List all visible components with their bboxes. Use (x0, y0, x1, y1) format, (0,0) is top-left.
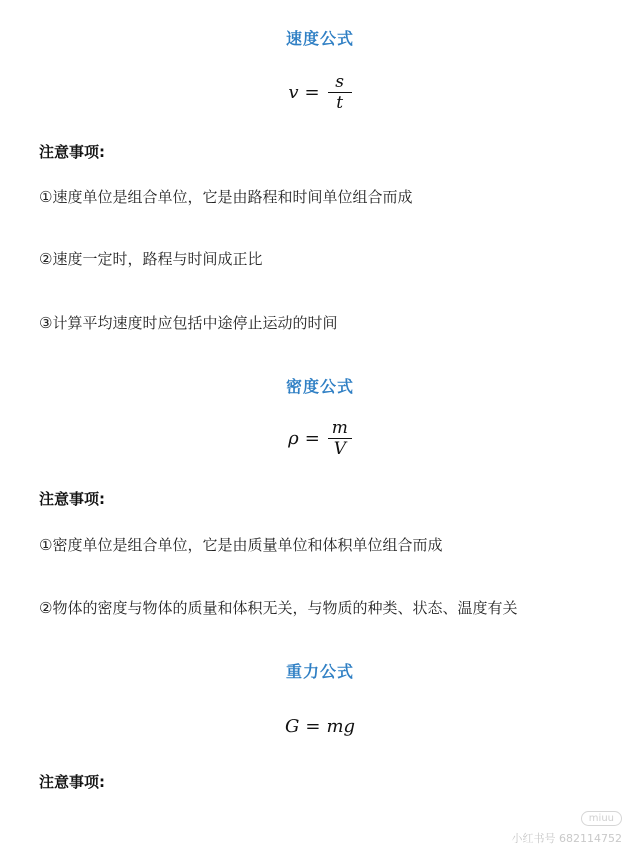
section-title-gravity: 重力公式 (285, 662, 354, 681)
notes-label-speed: 注意事项: (39, 143, 105, 161)
fraction (328, 72, 352, 113)
notes-label-gravity: 注意事项: (39, 773, 105, 791)
fraction-numerator: m (331, 418, 348, 438)
formula-rhs: mg (326, 716, 356, 737)
note-item: ①密度单位是组合单位，它是由质量单位和体积单位组合而成 (39, 536, 443, 554)
formula-lhs: ρ (288, 428, 299, 449)
watermark-badge: miuu (581, 811, 622, 826)
note-item: ②物体的密度与物体的质量和体积无关，与物质的种类、状态、温度有关 (39, 599, 518, 617)
formula-lhs: v (288, 82, 299, 103)
watermark (512, 811, 622, 846)
formula-speed (0, 72, 640, 113)
notes-label-density: 注意事项: (39, 490, 105, 508)
fraction (328, 418, 352, 459)
note-item: ②速度一定时，路程与时间成正比 (39, 250, 263, 268)
section-title-speed: 速度公式 (285, 29, 354, 48)
note-item: ①速度单位是组合单位，它是由路程和时间单位组合而成 (39, 188, 413, 206)
section-title-density: 密度公式 (285, 377, 354, 396)
fraction-numerator: s (335, 72, 344, 92)
fraction-denominator: t (336, 93, 344, 113)
formula-equals: = (305, 716, 321, 737)
formula-lhs: G (284, 716, 300, 737)
note-item: ③计算平均速度时应包括中途停止运动的时间 (39, 314, 338, 332)
formula-density (0, 418, 640, 459)
formula-equals: = (304, 428, 320, 449)
fraction-denominator: V (333, 439, 346, 459)
watermark-text: 小红书号 682114752 (511, 832, 622, 845)
formula-equals: = (304, 82, 320, 103)
formula-gravity (0, 716, 640, 737)
